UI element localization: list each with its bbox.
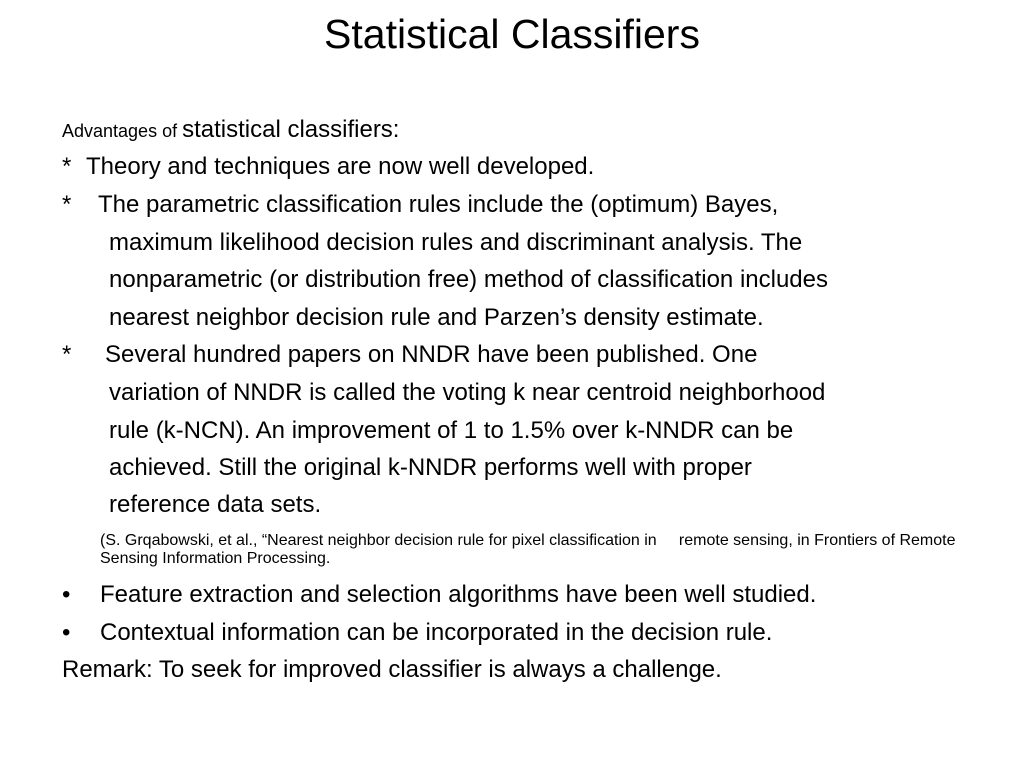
list-item-line: achieved. Still the original k-NNDR performs well with proper (109, 454, 752, 481)
bullet-item-feature (62, 580, 816, 610)
bullet-item-contextual (62, 618, 772, 648)
list-item-line: variation of NNDR is called the voting k near centroid neighborhood (109, 379, 826, 406)
bullet-text: Contextual information can be incorporated in the decision rule. (100, 619, 773, 646)
list-item-line: Several hundred papers on NNDR have been published. One (105, 341, 758, 368)
slide-title: Statistical Classifiers (324, 11, 700, 57)
asterisk-marker: * (62, 341, 72, 368)
list-item-line: nonparametric (or distribution free) method of classification includes (109, 266, 829, 293)
list-item-line: reference data sets. (109, 491, 322, 518)
advantages-heading (62, 115, 399, 146)
bullet-marker: • (62, 619, 71, 646)
list-item-line: The parametric classification rules include the (optimum) Bayes, (98, 191, 779, 218)
list-item-theory (62, 152, 594, 182)
asterisk-marker: * (62, 153, 72, 180)
list-item-text: Theory and techniques are now well developed. (86, 153, 595, 180)
list-item-line: rule (k-NCN). An improvement of 1 to 1.5% over k-NNDR can be (109, 417, 794, 444)
list-item-line: maximum likelihood decision rules and discriminant analysis. The (109, 229, 803, 256)
list-item-nndr (62, 340, 757, 370)
list-item-line: nearest neighbor decision rule and Parzen’s density estimate. (109, 304, 764, 331)
bullet-marker: • (62, 581, 71, 608)
bullet-text: Feature extraction and selection algorithms have been well studied. (100, 581, 817, 608)
citation: (S. Grqabowski, et al., “Nearest neighbor decision rule for pixel classification in remote sensing, in Frontiers of Remote Sensing Information Processing. (100, 532, 960, 567)
list-item-parametric (62, 190, 778, 220)
asterisk-marker: * (62, 191, 72, 218)
remark: Remark: To seek for improved classifier is always a challenge. (62, 656, 722, 683)
advantages-rest: statistical classifiers: (182, 116, 400, 143)
advantages-prefix: Advantages of (62, 121, 183, 141)
